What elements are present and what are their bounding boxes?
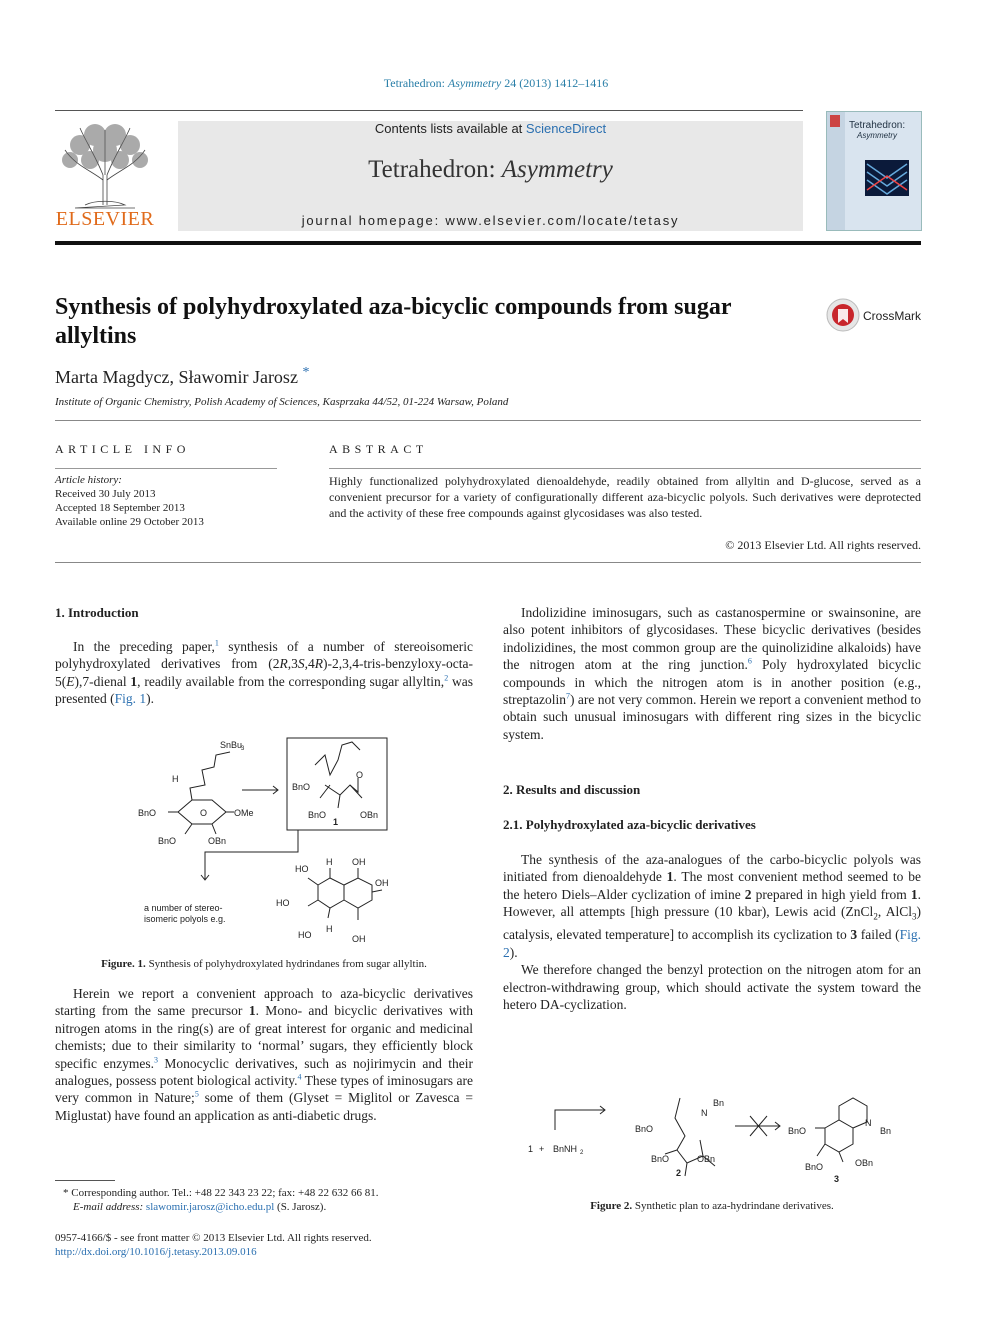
doi-link[interactable]: http://dx.doi.org/10.1016/j.tetasy.2013.09.016 (55, 1246, 257, 1258)
svg-text:O: O (356, 770, 364, 780)
svg-text:2: 2 (580, 1150, 584, 1156)
cover-subtitle: Asymmetry (857, 131, 897, 140)
email-label: E-mail address: (73, 1201, 144, 1213)
figure-2-caption-text: Synthetic plan to aza-hydrindane derivatives. (634, 1200, 834, 1212)
svg-text:HO: HO (298, 930, 312, 940)
journal-name (178, 156, 803, 184)
journal-ref-volume[interactable]: 24 (2013) 1412–1416 (501, 76, 609, 90)
fig1-note-line-1: a number of stereo- (144, 903, 223, 913)
svg-text:SnBu: SnBu (220, 740, 243, 750)
crossmark-badge[interactable] (826, 297, 926, 333)
section-heading-introduction: 1. Introduction (55, 605, 139, 620)
publisher-name: ELSEVIER (55, 208, 155, 230)
svg-text:BnNH: BnNH (553, 1144, 578, 1154)
svg-text:1: 1 (333, 817, 339, 827)
crossmark-icon (826, 297, 926, 333)
journal-name-main: Tetrahedron: (368, 156, 502, 183)
svg-text:OH: OH (375, 878, 389, 888)
intro-paragraph-2: Herein we report a convenient approach to aza-bicyclic derivatives starting from the same precursor 1. Mono- and bicyclic derivatives with nitrogen atoms in the ring(s) are of great interest for organic and medicinal chemists; due to their similarity to ‘normal’ sugars, they efficiently block specific enzymes.$^3$ Monocyclic derivatives, such as nojirimycin and their analogues, possess potent biological activity.$^4$ These types of iminosugars are very common in Nature;$^5$ some of them (Glyset = Miglitol or Zavesca = Miglustat) have found an application as anti-diabetic drugs. (55, 986, 474, 1123)
svg-text:BnO: BnO (651, 1154, 670, 1164)
divider (329, 468, 921, 469)
figure-1-caption (55, 958, 473, 970)
received-date: Received 30 July 2013 (55, 488, 156, 500)
svg-text:3: 3 (241, 746, 245, 752)
homepage-url[interactable]: www.elsevier.com/locate/tetasy (445, 213, 680, 228)
svg-text:OH: OH (352, 857, 366, 867)
section-heading-results: 2. Results and discussion (503, 782, 641, 797)
svg-text:HO: HO (276, 898, 290, 908)
svg-text:BnO: BnO (788, 1126, 807, 1136)
intro-paragraph-1: In the preceding paper,$^1$ synthesis of a number of stereoisomeric polyhydroxylated derivatives from (2R,3S,4R)-2,3,4-tris-benzyloxy-octa-5(E),7-dienal 1, readily available from the corresponding sugar allyltin,$^2$ was presented (Fig. 1). (55, 638, 473, 707)
contents-prefix: Contents lists available at (374, 121, 526, 136)
copyright-notice: © 2013 Elsevier Ltd. All rights reserved. (725, 538, 921, 552)
svg-text:O: O (200, 808, 208, 818)
svg-text:H: H (326, 857, 333, 867)
figure-2-label: Figure 2. (590, 1200, 633, 1212)
email-suffix: (S. Jarosz). (277, 1201, 327, 1213)
article-history (55, 473, 204, 529)
sciencedirect-link[interactable]: ScienceDirect (525, 121, 607, 136)
divider (55, 468, 277, 469)
svg-text:N: N (865, 1118, 872, 1128)
article-title: Synthesis of polyhydroxylated aza-bicyclic compounds from sugar allyltins (55, 294, 732, 349)
svg-text:BnO: BnO (308, 810, 327, 820)
header-divider (55, 110, 803, 111)
svg-text:HO: HO (295, 864, 309, 874)
journal-name-italic: Asymmetry (501, 156, 613, 183)
abstract-heading: ABSTRACT (329, 442, 428, 456)
issn-line: 0957-4166/$ - see front matter © 2013 Elsevier Ltd. All rights reserved. (55, 1232, 372, 1244)
svg-text:OBn: OBn (697, 1154, 716, 1164)
svg-text:OBn: OBn (360, 810, 379, 820)
footnote-contact: Corresponding author. Tel.: +48 22 343 23 22; fax: +48 22 632 66 81. (71, 1187, 379, 1199)
svg-text:1: 1 (528, 1144, 534, 1154)
journal-ref-name[interactable]: Tetrahedron: (383, 76, 448, 90)
homepage-prefix: journal homepage: (301, 213, 446, 228)
footnote (55, 1186, 473, 1214)
corresponding-author-link[interactable]: * (302, 365, 310, 380)
svg-text:+: + (539, 1144, 545, 1154)
contents-line (178, 121, 803, 136)
svg-text:H: H (172, 774, 179, 784)
svg-text:BnO: BnO (158, 836, 177, 846)
svg-text:Bn: Bn (713, 1098, 725, 1108)
divider (55, 562, 921, 563)
svg-text:OH: OH (352, 934, 366, 944)
svg-text:OBn: OBn (208, 836, 227, 846)
subsection-heading: 2.1. Polyhydroxylated aza-bicyclic derivatives (503, 817, 756, 832)
abstract-text: Highly functionalized polyhydroxylated dienoaldehyde, readily obtained from allyltin and D-glucose, served as a convenient precursor for a variety of configurationally different aza-bicyclic polyols. Such derivatives were deprotected and the activity of these free compounds against glycosidases was also tested. (329, 474, 921, 520)
svg-text:OMe: OMe (234, 808, 254, 818)
svg-text:BnO: BnO (635, 1124, 654, 1134)
figure-1-caption-text: Synthesis of polyhydroxylated hydrindanes from sugar allyltin. (148, 958, 427, 970)
divider (55, 420, 921, 421)
figure-1-label: Figure. 1. (101, 958, 146, 970)
affiliation: Institute of Organic Chemistry, Polish Academy of Sciences, Kasprzaka 44/52, 01-224 Warsaw, Poland (55, 396, 509, 408)
svg-text:3: 3 (834, 1174, 840, 1184)
svg-text:BnO: BnO (805, 1162, 824, 1172)
crossmark-label: CrossMark (863, 309, 922, 323)
svg-text:N: N (701, 1108, 708, 1118)
accepted-date: Accepted 18 September 2013 (55, 502, 185, 514)
author-email-link[interactable]: slawomir.jarosz@icho.edu.pl (145, 1201, 275, 1213)
svg-text:OBn: OBn (855, 1158, 874, 1168)
footnote-mark: * (63, 1187, 69, 1199)
authors: Marta Magdycz, Sławomir Jarosz (55, 367, 298, 387)
intro-paragraph-3: Indolizidine iminosugars, such as castanospermine or swainsonine, are also potent inhibitors of glycosidases. These bicyclic derivatives (besides indolizidines, the most common group are the quinolizidine alkaloids) have the nitrogen atom at the ring junction.$^6$ Poly hydroxylated bicyclic compounds in which the nitrogen atom is in another position (e.g., streptazolin$^7$) are not very common. Herein we report a convenient method to obtain such unusual iminosugars with different ring sizes in the bicyclic system. (503, 605, 922, 742)
svg-text:BnO: BnO (292, 782, 311, 792)
svg-text:2: 2 (676, 1168, 682, 1178)
header-thick-rule (55, 241, 921, 245)
front-matter (55, 1231, 473, 1259)
article-info-heading: ARTICLE INFO (55, 442, 190, 456)
results-paragraph: The synthesis of the aza-analogues of the carbo-bicyclic polyols was initiated from dienoaldehyde 1. The most convenient method seemed to be the hetero Diels–Alder cyclization of imine 2 prepared in high yield from 1. However, all attempts [high pressure (10 kbar), Lewis acid (ZnCl$_2$, AlCl$_3$) catalysis, elevated temperature] to accomplish its cyclization to 3 failed (Fig. 2). We therefore changed the benzyl protection on the nitrogen atom for an electron-withdrawing group, which should activate the system toward the hetero DA-cyclization. (503, 852, 922, 1012)
footnote-rule (55, 1180, 115, 1181)
journal-cover-thumbnail[interactable] (826, 111, 922, 231)
figure-2-caption (503, 1200, 921, 1212)
svg-text:H: H (326, 924, 333, 934)
journal-reference[interactable] (0, 76, 992, 91)
journal-ref-italic[interactable]: Asymmetry (447, 76, 502, 90)
figure-2-scheme (525, 1088, 915, 1188)
journal-homepage (178, 213, 803, 228)
svg-text:Bn: Bn (880, 1126, 892, 1136)
history-label: Article history: (55, 474, 122, 486)
online-date: Available online 29 October 2013 (55, 516, 204, 528)
figure-1-scheme (130, 730, 400, 945)
author-list (55, 365, 309, 388)
svg-text:BnO: BnO (138, 808, 157, 818)
cover-image (827, 112, 922, 231)
cover-title: Tetrahedron: (849, 120, 906, 131)
fig1-note-line-2: isomeric polyols e.g. (144, 914, 226, 924)
